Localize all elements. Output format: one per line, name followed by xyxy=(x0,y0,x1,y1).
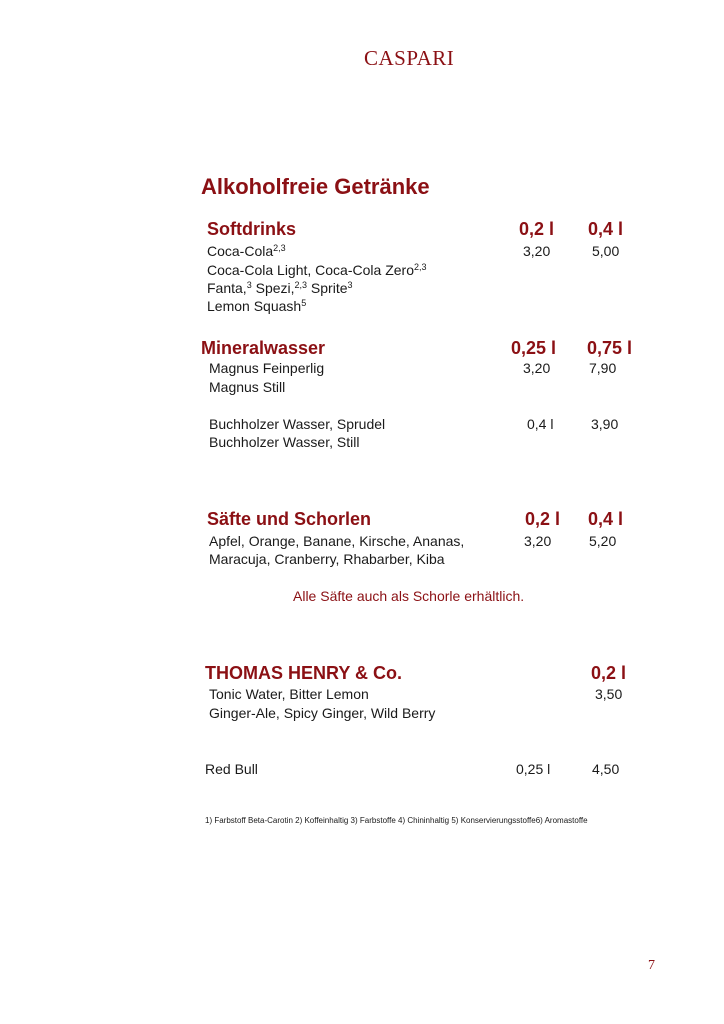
menu-item: Apfel, Orange, Banane, Kirsche, Ananas, xyxy=(209,533,465,549)
price: 3,20 xyxy=(524,533,552,549)
menu-item: Buchholzer Wasser, Still xyxy=(209,434,360,450)
menu-item: Magnus Still xyxy=(209,379,286,395)
size: 0,25 l xyxy=(516,761,551,777)
section-heading-mineralwasser: Mineralwasser xyxy=(201,338,326,358)
section-heading-saefte: Säfte und Schorlen xyxy=(207,509,372,529)
page-number: 7 xyxy=(648,958,655,973)
menu-item: Magnus Feinperlig xyxy=(209,360,325,376)
menu-item: Ginger-Ale, Spicy Ginger, Wild Berry xyxy=(209,705,436,721)
price: 3,90 xyxy=(591,416,619,432)
menu-item: Tonic Water, Bitter Lemon xyxy=(209,686,369,702)
mineral-size-1: 0,25 l xyxy=(511,338,557,358)
price: 3,50 xyxy=(595,686,623,702)
price: 3,20 xyxy=(523,243,551,259)
menu-item: Lemon Squash$^5$ xyxy=(207,298,307,314)
section-heading-thomas-henry: THOMAS HENRY & Co. xyxy=(205,663,403,683)
mineral-size-2: 0,75 l xyxy=(587,338,633,358)
price: 5,00 xyxy=(592,243,620,259)
price: 3,20 xyxy=(523,360,551,376)
menu-item: Red Bull xyxy=(205,761,258,777)
price: 7,90 xyxy=(589,360,617,376)
size: 0,4 l xyxy=(527,416,554,432)
price: 5,20 xyxy=(589,533,617,549)
menu-item: Fanta,$^3$ Spezi,$^{2,3}$ Sprite$^3$ xyxy=(207,280,353,296)
price: 4,50 xyxy=(592,761,620,777)
menu-item: Buchholzer Wasser, Sprudel xyxy=(209,416,386,432)
menu-item: Maracuja, Cranberry, Rhabarber, Kiba xyxy=(209,551,445,567)
menu-item: Coca-Cola$^{2,3}$ xyxy=(207,243,286,259)
softdrinks-size-1: 0,2 l xyxy=(519,219,555,239)
thomas-size-1: 0,2 l xyxy=(591,663,627,683)
juices-note: Alle Säfte auch als Schorle erhältlich. xyxy=(293,588,525,604)
softdrinks-size-2: 0,4 l xyxy=(588,219,624,239)
juices-size-2: 0,4 l xyxy=(588,509,624,529)
brand-name: CASPARI xyxy=(364,46,455,70)
section-heading-softdrinks: Softdrinks xyxy=(207,219,297,239)
footnote: 1) Farbstoff Beta-Carotin 2) Koffeinhaltig 3) Farbstoffe 4) Chininhaltig 5) Konservierungsstoffe6) Aromastoffe xyxy=(205,816,588,825)
juices-size-1: 0,2 l xyxy=(525,509,561,529)
page-title: Alkoholfreie Getränke xyxy=(201,174,430,199)
menu-item: Coca-Cola Light, Coca-Cola Zero$^{2,3}$ xyxy=(207,262,427,278)
